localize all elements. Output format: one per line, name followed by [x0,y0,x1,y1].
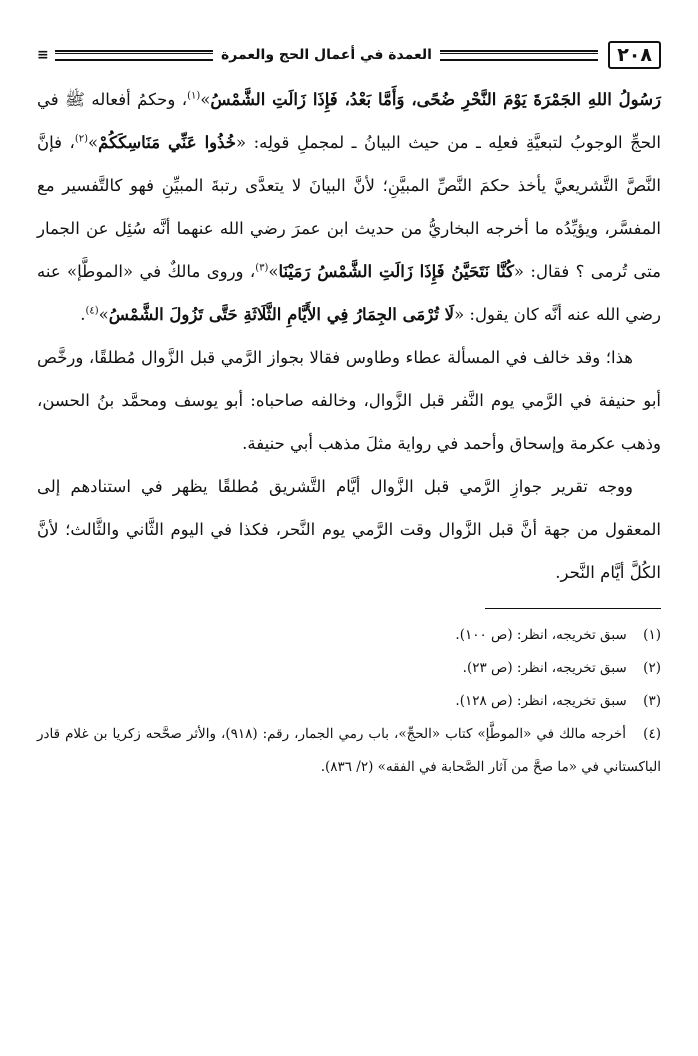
text-run: ، وروى مالكٌ في «الموطَّإ» عنه رضي الله عنه أنَّه كان يقول: « [37,262,661,324]
paragraph-1 [37,78,661,336]
footnote-reference: (٤) [85,305,99,317]
text-run: ، فإنَّ النَّصَّ التَّشريعيَّ يأخذ حكمَ النَّصِّ المبيَّنِ؛ لأنَّ البيانَ لا يتعدَّى رتبةَ المبيِّنِ فهو كالتَّفسير مع المفسَّر، ويؤيِّدُه ما أخرجه البخاريُّ من حديث ابن عمرَ رضي الله عنهما أنَّه سُئِل عن الجمار متى تُرمى ؟ فقال: « [37,133,661,281]
page-header [37,40,661,70]
footnote-reference: (١) [187,90,201,102]
footnote-text: أخرجه مالك في «الموطَّإ» كتاب «الحجِّ»، باب رمي الجمار، رقم: (٩١٨)، والأثر صحَّحه زكريا بن غلام قادر الباكستاني في «ما صحَّ من آثار الصَّحابة في الفقه» (٢/ ٨٣٦). [37,726,661,775]
footnote-text: سبق تخريجه، انظر: (ص ١٠٠). [455,627,627,643]
text-run: » [200,90,211,109]
text-run: . [80,305,86,324]
footnote-number: (١) [643,627,661,643]
footnote-reference: (٢) [74,133,89,145]
footnotes [37,619,661,784]
footnote-number: (٢) [643,660,661,676]
hadith-quote: كُنَّا نَتَحَيَّنُ فَإِذَا زَالَتِ الشَّمْسُ رَمَيْنَا [278,262,514,281]
hadith-quote: خُذُوا عَنِّي مَنَاسِكَكُمْ [98,133,237,152]
text-run: » [268,262,279,281]
page-number: ٢٠٨ [608,41,661,69]
paragraph-2 [37,336,661,465]
header-end-mark: ≡ [37,47,49,63]
footnote-text: سبق تخريجه، انظر: (ص ٢٣). [462,660,627,676]
footnote [37,652,661,685]
text-run: » [88,133,99,152]
footnote-number: (٤) [643,726,661,742]
text-run: » [98,305,109,324]
running-title: العمدة في أعمال الحج والعمرة [221,47,432,63]
header-rule-left [55,50,213,61]
paragraph-3 [37,465,661,594]
footnote-separator [485,608,661,609]
footnote [37,685,661,718]
text-run: ووجه تقرير جوازِ الرَّمي قبل الزَّوال أيَّام التَّشريق مُطلقًا يظهر في استنادهم إلى المعقول من جهة أنَّ قبل الزَّوال وقت الرَّمي يوم النَّحر، فكذا في اليوم الثَّاني والثَّالث؛ لأنَّ الكُلَّ أيَّام النَّحر. [37,477,661,582]
hadith-quote: لَا تُرْمَى الجِمَارُ فِي الأَيَّامِ الثَّلَاثَةِ حَتَّى تَزُولَ الشَّمْسُ [108,305,455,324]
header-rule-right [440,50,598,61]
hadith-quote: رَسُولُ اللهِ الجَمْرَةَ يَوْمَ النَّحْرِ ضُحًى، وَأَمَّا بَعْدُ، فَإِذَا زَالَتِ الشَّمْسُ [210,90,661,109]
footnote-text: سبق تخريجه، انظر: (ص ١٢٨). [455,693,627,709]
footnote [37,718,661,784]
text-run: هذا؛ وقد خالف في المسألة عطاء وطاوس فقالا بجواز الرَّمي قبل الزَّوال مُطلقًا، ورخَّص أبو حنيفة في الرَّمي يوم النَّفر قبل الزَّوال، وخالفه صاحباه: أبو يوسف ومحمَّد بنُ الحسن، وذهب عكرمة وإسحاق وأحمد في رواية مثلَ مذهب أبي حنيفة. [37,348,661,453]
footnote [37,619,661,652]
main-text [37,78,661,594]
text-run: ، وحكمُ أفعاله ﷺ في الحجِّ الوجوبُ لتبعيَّةِ فعلِه ـ من حيث البيانُ ـ لمجملِ قولِه: « [37,90,662,152]
footnote-number: (٣) [643,693,661,709]
footnote-reference: (٣) [255,262,269,274]
